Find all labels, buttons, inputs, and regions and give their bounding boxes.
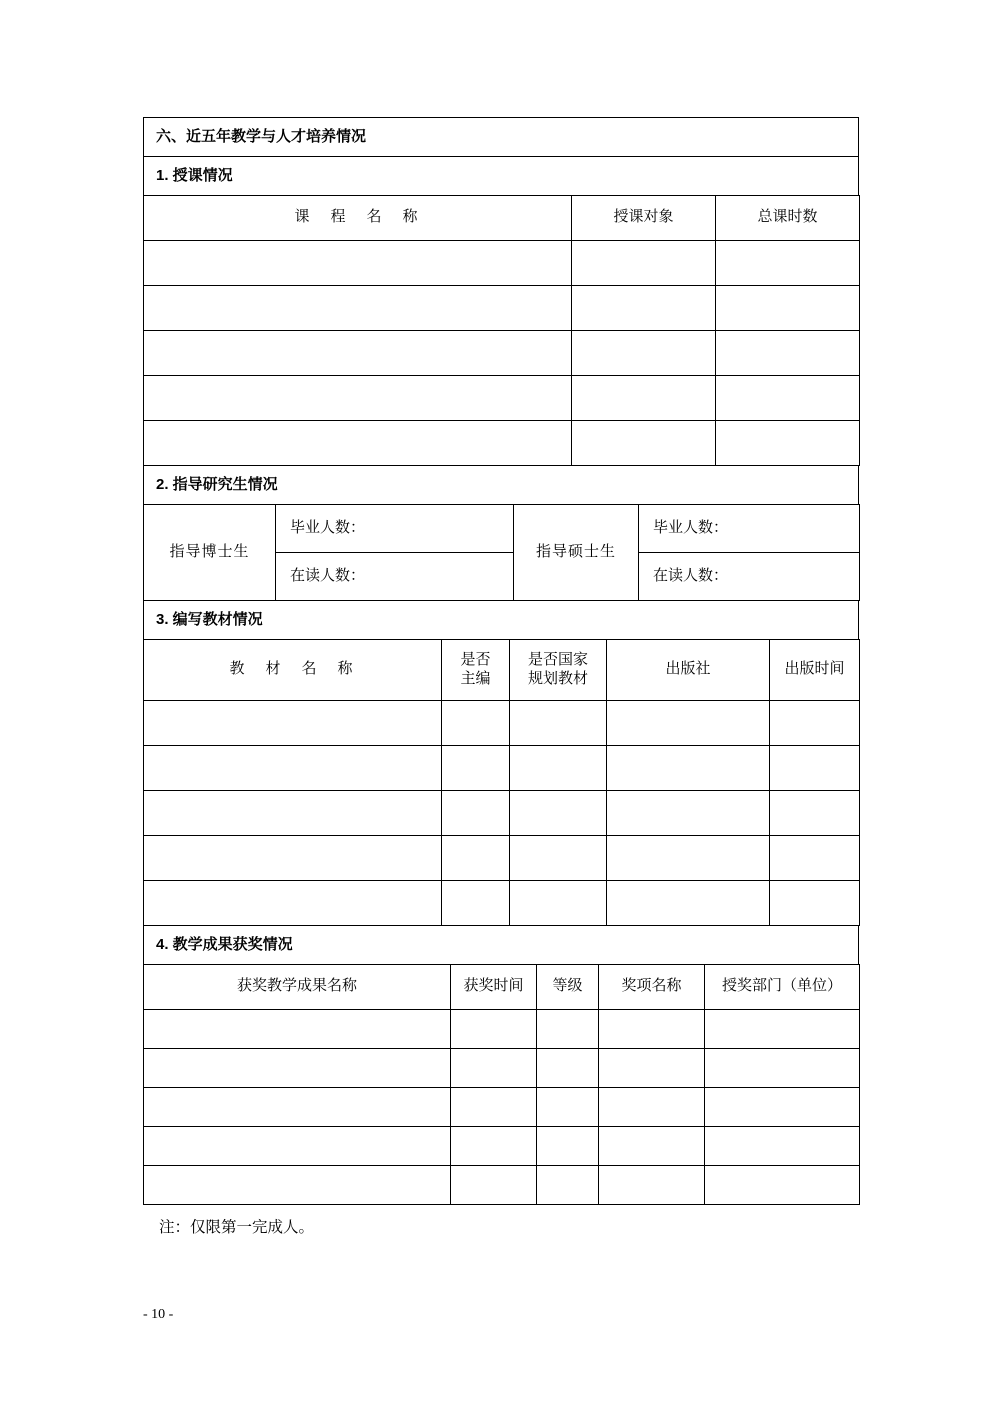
table-header-row (144, 965, 860, 1010)
textbook-cell-name[interactable] (144, 746, 442, 791)
teaching-cell-total-hours[interactable] (716, 241, 860, 286)
award-cell-level[interactable] (537, 1049, 599, 1088)
award-cell-level[interactable] (537, 1010, 599, 1049)
graduate-subtitle-table (143, 465, 859, 505)
teaching-cell-course-name[interactable] (144, 241, 572, 286)
award-subtitle: 4. 教学成果获奖情况 (144, 926, 859, 965)
award-header-department: 授奖部门（单位） (705, 965, 860, 1010)
award-cell-department[interactable] (705, 1127, 860, 1166)
textbook-header-national-plan-line1: 是否国家 (527, 651, 588, 668)
textbook-cell-publisher[interactable] (607, 791, 770, 836)
table-row (144, 241, 860, 286)
award-cell-award-name[interactable] (599, 1049, 705, 1088)
teaching-cell-audience[interactable] (572, 286, 716, 331)
teaching-table (143, 195, 860, 466)
table-row (144, 421, 860, 466)
table-row (144, 791, 860, 836)
award-header-name: 获奖教学成果名称 (144, 965, 451, 1010)
textbook-cell-chief-editor[interactable] (442, 746, 510, 791)
award-header-level: 等级 (537, 965, 599, 1010)
award-cell-name[interactable] (144, 1166, 451, 1205)
award-cell-department[interactable] (705, 1166, 860, 1205)
table-row (144, 118, 859, 157)
table-row (144, 1088, 860, 1127)
textbook-cell-national-plan[interactable] (510, 701, 607, 746)
table-row (144, 1166, 860, 1205)
award-cell-name[interactable] (144, 1049, 451, 1088)
textbook-cell-chief-editor[interactable] (442, 881, 510, 926)
award-cell-award-name[interactable] (599, 1088, 705, 1127)
teaching-header-audience: 授课对象 (572, 196, 716, 241)
award-header-date: 获奖时间 (451, 965, 537, 1010)
award-cell-award-name[interactable] (599, 1166, 705, 1205)
section-title-table (143, 117, 859, 157)
table-row (144, 701, 860, 746)
textbook-cell-name[interactable] (144, 881, 442, 926)
graduate-table (143, 504, 860, 601)
textbook-cell-publish-date[interactable] (770, 791, 860, 836)
teaching-cell-course-name[interactable] (144, 376, 572, 421)
teaching-cell-audience[interactable] (572, 421, 716, 466)
award-cell-date[interactable] (451, 1088, 537, 1127)
teaching-cell-total-hours[interactable] (716, 376, 860, 421)
graduate-doctor-enrolled-field[interactable]: 在读人数： (276, 553, 514, 601)
award-cell-award-name[interactable] (599, 1010, 705, 1049)
award-cell-department[interactable] (705, 1049, 860, 1088)
graduate-master-label: 指导硕士生 (514, 505, 639, 601)
textbook-cell-chief-editor[interactable] (442, 701, 510, 746)
teaching-cell-course-name[interactable] (144, 421, 572, 466)
textbook-cell-publish-date[interactable] (770, 836, 860, 881)
teaching-cell-total-hours[interactable] (716, 286, 860, 331)
table-row (144, 1127, 860, 1166)
award-table (143, 964, 860, 1205)
award-cell-date[interactable] (451, 1166, 537, 1205)
textbook-header-chief-editor-line1: 是否 (460, 651, 491, 668)
table-header-row (144, 640, 860, 701)
textbook-subtitle: 3. 编写教材情况 (144, 601, 859, 640)
textbook-cell-chief-editor[interactable] (442, 791, 510, 836)
textbook-subtitle-table (143, 600, 859, 640)
textbook-cell-national-plan[interactable] (510, 881, 607, 926)
award-cell-department[interactable] (705, 1088, 860, 1127)
teaching-subtitle: 1. 授课情况 (144, 157, 859, 196)
award-header-award-name: 奖项名称 (599, 965, 705, 1010)
table-row (144, 926, 859, 965)
form-note: 注：仅限第一完成人。 (159, 1219, 315, 1236)
award-cell-date[interactable] (451, 1010, 537, 1049)
textbook-header-publisher: 出版社 (607, 640, 770, 701)
table-row (144, 286, 860, 331)
table-row (144, 601, 859, 640)
table-row (144, 505, 860, 553)
textbook-header-name: 教 材 名 称 (144, 640, 442, 701)
table-row (144, 836, 860, 881)
graduate-subtitle: 2. 指导研究生情况 (144, 466, 859, 505)
teaching-header-course-name: 课 程 名 称 (144, 196, 572, 241)
award-cell-date[interactable] (451, 1049, 537, 1088)
table-row (144, 157, 859, 196)
award-cell-level[interactable] (537, 1166, 599, 1205)
teaching-header-total-hours: 总课时数 (716, 196, 860, 241)
textbook-header-chief-editor-line2: 主编 (460, 671, 491, 687)
graduate-master-enrolled-field[interactable]: 在读人数： (639, 553, 860, 601)
award-cell-name[interactable] (144, 1088, 451, 1127)
award-cell-level[interactable] (537, 1127, 599, 1166)
textbook-cell-name[interactable] (144, 701, 442, 746)
table-row (144, 881, 860, 926)
graduate-doctor-graduated-field[interactable]: 毕业人数： (276, 505, 514, 553)
textbook-cell-name[interactable] (144, 791, 442, 836)
section-title: 六、近五年教学与人才培养情况 (144, 118, 859, 157)
textbook-header-publish-date: 出版时间 (770, 640, 860, 701)
award-cell-date[interactable] (451, 1127, 537, 1166)
textbook-cell-publisher[interactable] (607, 836, 770, 881)
table-row (144, 331, 860, 376)
textbook-cell-publish-date[interactable] (770, 881, 860, 926)
textbook-cell-publisher[interactable] (607, 881, 770, 926)
teaching-cell-total-hours[interactable] (716, 421, 860, 466)
award-cell-award-name[interactable] (599, 1127, 705, 1166)
award-subtitle-table (143, 925, 859, 965)
table-row (144, 1010, 860, 1049)
form-document (143, 117, 859, 1237)
textbook-cell-national-plan[interactable] (510, 746, 607, 791)
award-cell-name[interactable] (144, 1127, 451, 1166)
table-row (144, 376, 860, 421)
textbook-cell-publish-date[interactable] (770, 701, 860, 746)
teaching-cell-total-hours[interactable] (716, 331, 860, 376)
textbook-cell-chief-editor[interactable] (442, 836, 510, 881)
textbook-header-national-plan-line2: 规划教材 (527, 671, 588, 687)
table-row (144, 466, 859, 505)
table-header-row (144, 196, 860, 241)
textbook-cell-national-plan[interactable] (510, 791, 607, 836)
teaching-cell-course-name[interactable] (144, 286, 572, 331)
award-cell-level[interactable] (537, 1088, 599, 1127)
teaching-cell-audience[interactable] (572, 241, 716, 286)
graduate-doctor-label: 指导博士生 (144, 505, 276, 601)
award-cell-name[interactable] (144, 1010, 451, 1049)
textbook-cell-publisher[interactable] (607, 701, 770, 746)
page-number: - 10 - (143, 1307, 174, 1322)
textbook-table (143, 639, 860, 926)
teaching-cell-audience[interactable] (572, 376, 716, 421)
textbook-cell-name[interactable] (144, 836, 442, 881)
textbook-cell-publish-date[interactable] (770, 746, 860, 791)
textbook-header-national-plan (510, 640, 607, 701)
award-cell-department[interactable] (705, 1010, 860, 1049)
textbook-cell-publisher[interactable] (607, 746, 770, 791)
teaching-subtitle-table (143, 156, 859, 196)
teaching-cell-course-name[interactable] (144, 331, 572, 376)
textbook-cell-national-plan[interactable] (510, 836, 607, 881)
teaching-cell-audience[interactable] (572, 331, 716, 376)
table-row (144, 1049, 860, 1088)
graduate-master-graduated-field[interactable]: 毕业人数： (639, 505, 860, 553)
table-row (144, 746, 860, 791)
textbook-header-chief-editor (442, 640, 510, 701)
